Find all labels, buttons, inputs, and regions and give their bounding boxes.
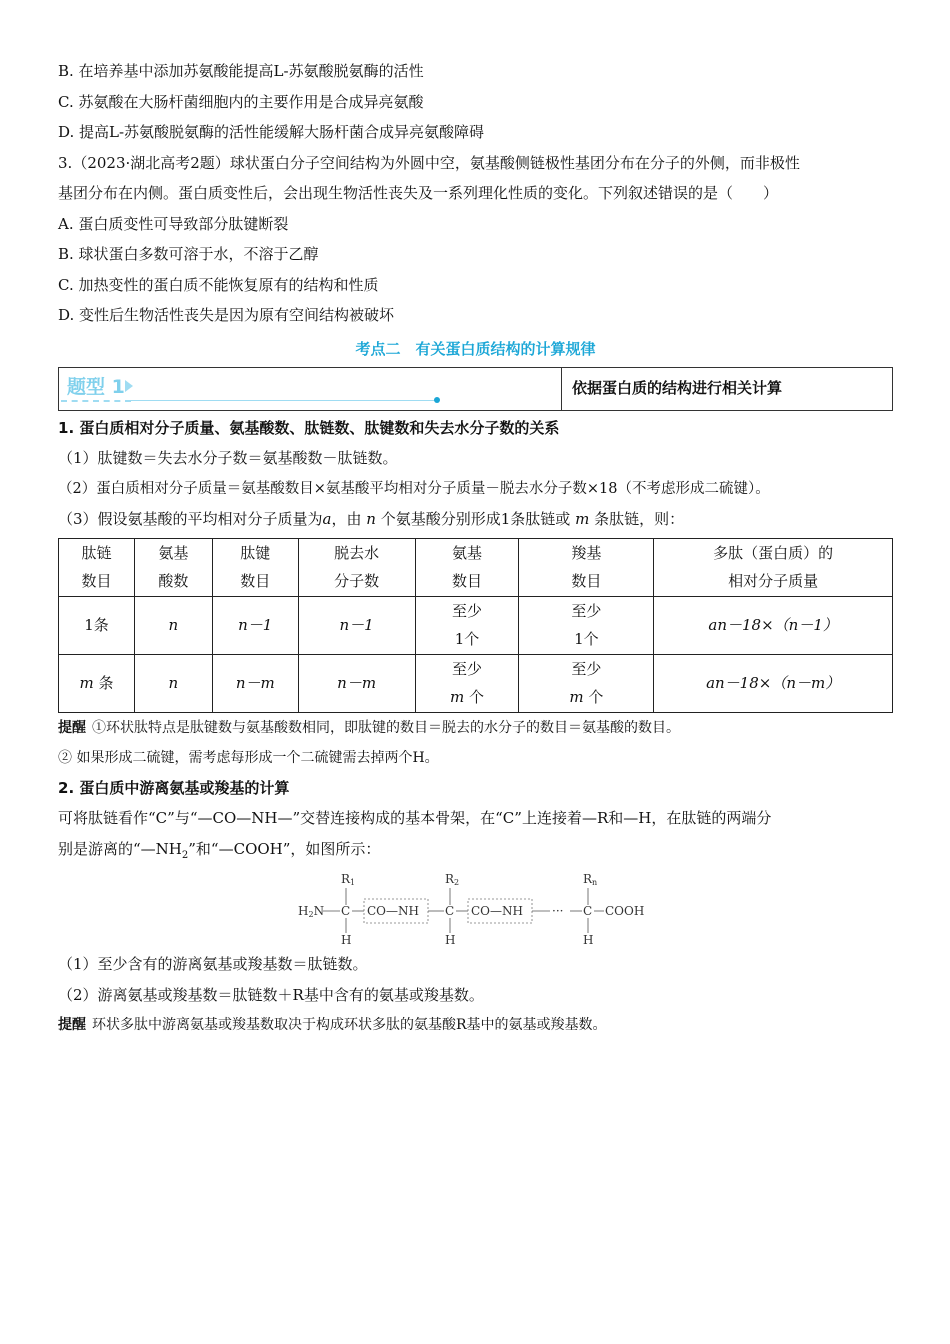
table-header-cell: 氨基 酸数 [134, 538, 212, 596]
table-row [59, 596, 893, 654]
part-2-heading [58, 773, 893, 804]
table-cell: n－m [212, 654, 298, 712]
tip-2-text: 环状多肽中游离氨基或羧基数取决于构成环状多肽的氨基酸R基中的氨基或羧基数。 [92, 1017, 607, 1033]
rn-label: Rn [583, 872, 598, 887]
topic-bar [58, 367, 893, 411]
cn-label: C [583, 904, 593, 918]
question-3-line2: 基团分布在内侧。蛋白质变性后，会出现生物活性丧失及一系列理化性质的变化。下列叙述错误的是（ ） [58, 184, 779, 202]
tip-1-line-2: ② 如果形成二硫键，需考虑每形成一个二硫键需去掉两个H。 [58, 749, 439, 766]
option-c-prev: C. 苏氨酸在大肠杆菌细胞内的主要作用是合成异亮氨酸 [58, 92, 424, 111]
hn-label: H [583, 933, 594, 947]
part-2-heading-text: . 蛋白质中游离氨基或羧基的计算 [68, 778, 290, 797]
cooh-label: COOH [605, 904, 645, 918]
table-cell: 至少 1个 [415, 596, 519, 654]
part-2-item-2: （2）游离氨基或羧基数＝肽链数＋R基中含有的氨基或羧基数。 [58, 985, 484, 1004]
table-header-cell: 肽键 数目 [212, 538, 298, 596]
question-3-option-d: D. 变性后生物活性丧失是因为原有空间结构被破坏 [58, 306, 395, 324]
table-cell: 至少 m 个 [415, 654, 519, 712]
part-2-para-2 [58, 834, 893, 872]
part-1-heading [58, 413, 893, 444]
item3-text-d: 条肽链，则： [594, 510, 685, 528]
question-source: （2023·湖北高考2题） [72, 153, 230, 172]
table-cell: n－1 [212, 596, 298, 654]
table-header-cell: 脱去水 分子数 [298, 538, 415, 596]
table-cell: an－18×（n－1） [654, 596, 893, 654]
document-page [58, 56, 893, 1040]
table-cell: an－18×（n－m） [654, 654, 893, 712]
h2n-label: H2N [298, 904, 325, 919]
h2-label: H [445, 933, 456, 947]
part-1-item-2: （2）蛋白质相对分子质量＝氨基酸数目×氨基酸平均相对分子质量－脱去水分子数×18（不考虑形成二硫键）。 [58, 480, 770, 497]
c1-label: C [341, 904, 351, 918]
part-1-heading-text: . 蛋白质相对分子质量、氨基酸数、肽链数、肽键数和失去水分子数的关系 [68, 418, 560, 437]
h1-label: H [341, 933, 352, 947]
section-title: 考点二 有关蛋白质结构的计算规律 [355, 339, 596, 358]
table-cell: n [134, 654, 212, 712]
tip-2 [58, 1010, 893, 1040]
part-2-heading-num: 2 [58, 778, 69, 797]
question-3-option-b: B. 球状蛋白多数可溶于水，不溶于乙醇 [58, 245, 319, 263]
table-cell: n－1 [298, 596, 415, 654]
para2-text-a: 别是游离的“—NH [58, 839, 182, 858]
item3-text-a: （3）假设氨基酸的平均相对分子质量为 [58, 510, 323, 528]
item3-text-c: 个氨基酸分别形成1条肽链或 [380, 510, 571, 528]
table-cell: n [134, 596, 212, 654]
question-3-line1 [58, 148, 893, 179]
question-3-option-a: A. 蛋白质变性可导致部分肽键断裂 [58, 214, 289, 233]
question-3-option-c: C. 加热变性的蛋白质不能恢复原有的结构和性质 [58, 275, 379, 294]
part-2-item-1: （1）至少含有的游离氨基或羧基数＝肽链数。 [58, 955, 368, 973]
topic-badge: 题型 1 [61, 374, 131, 402]
option-b-prev: B. 在培养基中添加苏氨酸能提高L-苏氨酸脱氨酶的活性 [58, 62, 424, 80]
tip-keyword: 提醒 [58, 1017, 86, 1033]
table-cell: m 条 [59, 654, 135, 712]
part-2-para-1: 可将肽链看作“C”与“—CO—NH—”交替连接构成的基本骨架，在“C”上连接着—R和—H，在肽链的两端分 [58, 809, 772, 827]
table-header-cell: 肽链 数目 [59, 538, 135, 596]
tip-keyword: 提醒 [58, 719, 86, 736]
table-cell: 至少 1个 [519, 596, 654, 654]
calculation-table [58, 538, 893, 713]
var-m: m [575, 510, 590, 528]
topic-badge-area [59, 368, 562, 410]
tip-1-line-1 [58, 713, 893, 743]
topic-divider-line [131, 400, 437, 401]
para2-sub: 2 [181, 849, 189, 861]
table-cell: 1条 [59, 596, 135, 654]
r1-label: R1 [341, 872, 356, 887]
var-n: n [366, 510, 376, 528]
peptide-diagram-area [58, 871, 893, 949]
conh-label-1: CO—NH [367, 904, 419, 918]
topic-dot-icon [434, 397, 440, 403]
var-a: a [322, 510, 332, 528]
part-1-item-3 [58, 504, 893, 535]
topic-arrow-icon [125, 380, 133, 392]
r2-label: R2 [445, 872, 460, 887]
c2-label: C [445, 904, 455, 918]
table-header-cell: 氨基 数目 [415, 538, 519, 596]
topic-title: 依据蛋白质的结构进行相关计算 [572, 378, 783, 397]
question-number: 3. [58, 153, 73, 172]
question-stem-1: 球状蛋白分子空间结构为外圆中空，氨基酸侧链极性基团分布在分子的外侧，而非极性 [229, 153, 800, 172]
item3-text-b: ，由 [331, 510, 362, 528]
table-row [59, 654, 893, 712]
table-cell: 至少 m 个 [519, 654, 654, 712]
para2-text-b: ”和“—COOH”，如图所示： [188, 839, 381, 858]
peptide-chain-diagram [296, 871, 656, 947]
dots-label: ··· [552, 904, 564, 918]
part-1-heading-num: 1 [58, 418, 69, 437]
table-header-cell: 多肽（蛋白质）的 相对分子质量 [654, 538, 893, 596]
option-d-prev: D. 提高L-苏氨酸脱氨酶的活性能缓解大肠杆菌合成异亮氨酸障碍 [58, 123, 485, 141]
part-1-item-1: （1）肽键数＝失去水分子数＝氨基酸数－肽链数。 [58, 449, 398, 467]
table-cell: n－m [298, 654, 415, 712]
conh-label-2: CO—NH [471, 904, 523, 918]
table-header-row [59, 538, 893, 596]
table-header-cell: 羧基 数目 [519, 538, 654, 596]
tip-1-text-1: ①环状肽特点是肽键数与氨基酸数相同，即肽键的数目＝脱去的水分子的数目＝氨基酸的数目。 [92, 719, 680, 736]
